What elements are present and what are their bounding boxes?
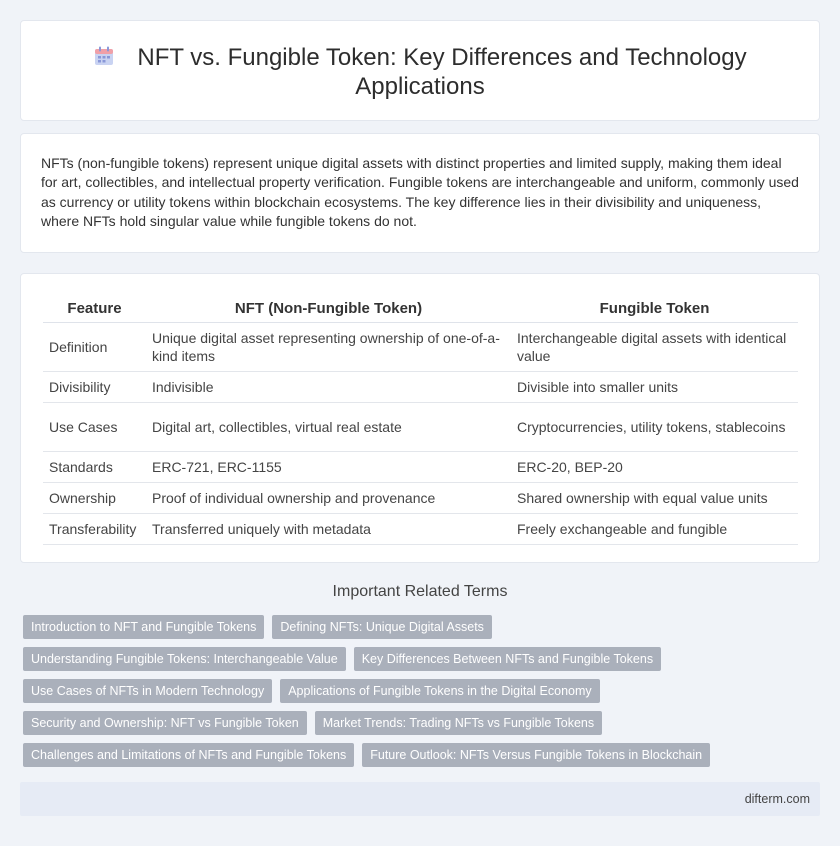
table-row	[43, 402, 798, 451]
related-term-tag[interactable]: Understanding Fungible Tokens: Interchangeable Value	[23, 647, 346, 671]
footer	[20, 782, 820, 816]
row-nft: Indivisible	[146, 371, 511, 402]
row-nft: Digital art, collectibles, virtual real estate	[146, 402, 511, 451]
table-row	[43, 451, 798, 482]
row-feature: Divisibility	[43, 371, 146, 402]
title-line-1: NFT vs. Fungible Token: Key Differences and Technology	[137, 44, 747, 71]
table-row	[43, 513, 798, 544]
related-term-tag[interactable]: Use Cases of NFTs in Modern Technology	[23, 679, 272, 703]
related-term-tag[interactable]: Market Trends: Trading NFTs vs Fungible Tokens	[315, 711, 602, 735]
row-feature: Ownership	[43, 482, 146, 513]
comparison-table	[43, 296, 798, 545]
table-row	[43, 482, 798, 513]
row-fungible: Interchangeable digital assets with identical value	[511, 322, 798, 371]
row-fungible: Shared ownership with equal value units	[511, 482, 798, 513]
related-term-tag[interactable]: Applications of Fungible Tokens in the Digital Economy	[280, 679, 599, 703]
related-term-tag[interactable]: Future Outlook: NFTs Versus Fungible Tokens in Blockchain	[362, 743, 710, 767]
intro-text: NFTs (non-fungible tokens) represent unique digital assets with distinct properties and limited supply, making them ideal for art, collectibles, and intellectual property verification. Fungible tokens are interchangeable and uniform, commonly used as currency or utility tokens within blockchain ecosystems. The key difference lies in their divisibility and uniqueness, where NFTs hold singular value while fungible tokens do not.	[41, 155, 799, 230]
row-fungible: ERC-20, BEP-20	[511, 451, 798, 482]
row-feature: Transferability	[43, 513, 146, 544]
related-term-tag[interactable]: Introduction to NFT and Fungible Tokens	[23, 615, 264, 639]
table-header-row	[43, 296, 798, 322]
row-feature: Use Cases	[43, 402, 146, 451]
row-fungible: Cryptocurrencies, utility tokens, stablecoins	[511, 402, 798, 451]
row-nft: Proof of individual ownership and provenance	[146, 482, 511, 513]
page-title	[21, 43, 819, 101]
header-fungible: Fungible Token	[511, 296, 798, 322]
calendar-icon	[93, 45, 115, 67]
related-term-tag[interactable]: Security and Ownership: NFT vs Fungible Token	[23, 711, 307, 735]
table-row	[43, 371, 798, 402]
title-card	[20, 20, 820, 121]
row-feature: Definition	[43, 322, 146, 371]
row-nft: Unique digital asset representing ownership of one-of-a-kind items	[146, 322, 511, 371]
related-terms-heading: Important Related Terms	[332, 583, 508, 600]
comparison-table-card	[20, 273, 820, 563]
related-term-tag[interactable]: Defining NFTs: Unique Digital Assets	[272, 615, 492, 639]
row-fungible: Divisible into smaller units	[511, 371, 798, 402]
row-nft: ERC-721, ERC-1155	[146, 451, 511, 482]
related-terms-list	[23, 615, 813, 767]
title-line-2: Applications	[355, 73, 485, 100]
header-nft: NFT (Non-Fungible Token)	[146, 296, 511, 322]
row-feature: Standards	[43, 451, 146, 482]
related-term-tag[interactable]: Challenges and Limitations of NFTs and Fungible Tokens	[23, 743, 354, 767]
row-fungible: Freely exchangeable and fungible	[511, 513, 798, 544]
row-nft: Transferred uniquely with metadata	[146, 513, 511, 544]
table-row	[43, 322, 798, 371]
intro-card	[20, 133, 820, 253]
header-feature: Feature	[43, 296, 146, 322]
related-term-tag[interactable]: Key Differences Between NFTs and Fungible Tokens	[354, 647, 661, 671]
footer-site-link[interactable]: difterm.com	[744, 792, 810, 806]
